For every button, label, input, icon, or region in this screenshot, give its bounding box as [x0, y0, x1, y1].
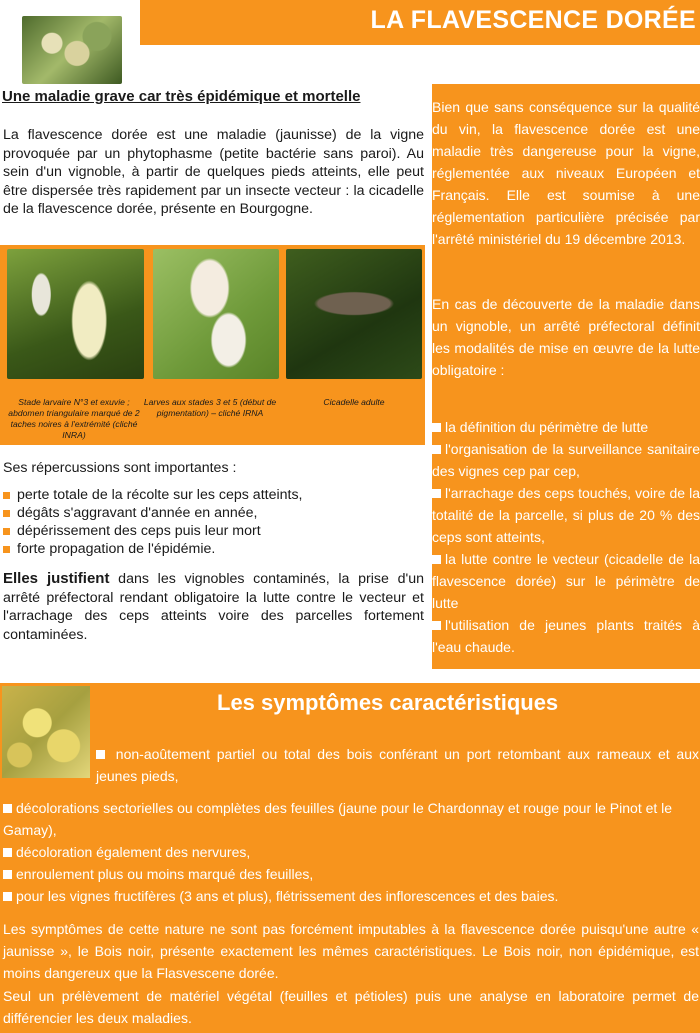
list-item: dégâts s'aggravant d'année en année,: [3, 504, 423, 522]
bullet-square-icon: [432, 423, 441, 432]
intro-paragraph: La flavescence dorée est une maladie (jaunisse) de la vigne provoquée par un phytophasme (petite bactérie sans paroi). Au sein d'un vignoble, à partir de quelques pieds atteints, elle peut être dispersée très rapidement par un insecte vecteur : la cicadelle de la flavescence dorée, présente en Bourgogne.: [3, 127, 424, 217]
list-item: la définition du périmètre de lutte: [432, 416, 700, 438]
list-item: l'organisation de la surveillance sanitaire des vignes cep par cep,: [432, 441, 700, 479]
larva-photo: [7, 249, 144, 379]
bullet-square-icon: [432, 621, 441, 630]
bullet-square-icon: [3, 546, 10, 553]
bullet-square-icon: [3, 804, 12, 813]
list-item: dépérissement des ceps puis leur mort: [3, 522, 423, 540]
bullet-square-icon: [3, 492, 10, 499]
symptom-item: non-aoûtement partiel ou total des bois conférant un port retombant aux rameaux et aux jeunes pieds,: [96, 746, 700, 784]
bullet-square-icon: [3, 870, 12, 879]
bullet-square-icon: [3, 848, 12, 857]
caption-larvae-stages: Larves aux stades 3 et 5 (début de pigmentation) – cliché IRNA: [143, 397, 277, 418]
prefectoral-paragraph: En cas de découverte de la maladie dans un vignoble, un arrêté préfectoral définit les modalités de mise en œuvre de la lutte obligatoire :: [432, 296, 700, 378]
list-item: l'utilisation de jeunes plants traités à l'eau chaude.: [432, 617, 700, 655]
bullet-square-icon: [3, 510, 10, 517]
repercussions-intro: Ses répercussions sont importantes :: [3, 460, 237, 476]
bullet-square-icon: [432, 445, 441, 454]
section-subtitle: Une maladie grave car très épidémique et mortelle: [2, 88, 361, 105]
bullet-square-icon: [3, 892, 12, 901]
page-title: LA FLAVESCENCE DORÉE: [370, 6, 696, 34]
grape-photo: [22, 16, 122, 84]
bullet-square-icon: [3, 528, 10, 535]
symptoms-list: [3, 797, 699, 907]
measures-list: [432, 416, 700, 658]
list-item: décolorations sectorielles ou complètes des feuilles (jaune pour le Chardonnay et rouge pour le Pinot et le Gamay),: [3, 800, 673, 838]
adult-leafhopper-photo: [286, 249, 422, 379]
justification-lead: Elles justifient: [3, 570, 110, 587]
list-item: la lutte contre le vecteur (cicadelle de la flavescence dorée) sur le périmètre de lutte: [432, 551, 700, 611]
bullet-square-icon: [96, 750, 105, 759]
list-item: enroulement plus ou moins marqué des feuilles,: [3, 863, 699, 885]
justification-paragraph: Elles justifient dans les vignobles contaminés, la prise d'un arrêté préfectoral rendant obligatoire la lutte contre le vecteur et l'arrachage des ceps atteints voire des parcelles fortement contaminées.: [3, 570, 424, 643]
repercussions-list: [3, 486, 423, 558]
caption-adult: Cicadelle adulte: [323, 397, 385, 407]
yellow-leaves-photo: [2, 686, 90, 778]
list-item: pour les vignes fructifères (3 ans et plus), flétrissement des inflorescences et des baies.: [3, 885, 699, 907]
symptoms-title: Les symptômes caractéristiques: [217, 690, 559, 715]
regulation-paragraph: Bien que sans conséquence sur la qualité du vin, la flavescence dorée est une maladie très dangereuse pour la vigne, réglementée aux niveaux Européen et Français. Elle est soumise à une réglementation particulière précisée par l'arrêté ministériel du 19 décembre 2013.: [432, 99, 700, 247]
list-item: l'arrachage des ceps touchés, voire de la totalité de la parcelle, si plus de 20 % des ceps sont atteints,: [432, 485, 700, 545]
list-item: forte propagation de l'épidémie.: [3, 540, 423, 558]
larvae-stages-photo: [153, 249, 279, 379]
bullet-square-icon: [432, 489, 441, 498]
caption-larva: Stade larvaire N°3 et exuvie ; abdomen triangulaire marqué de 2 taches noires à l'extrémité (cliché INRA): [8, 397, 140, 440]
bullet-square-icon: [432, 555, 441, 564]
bois-noir-paragraph: Les symptômes de cette nature ne sont pas forcément imputables à la flavescence dorée puisqu'une autre « jaunisse », le Bois noir, présente exactement les mêmes caractéristiques. Le Bois noir, non épidémique, est moins dangereux que la Flasvescene dorée.: [3, 921, 699, 981]
list-item: perte totale de la récolte sur les ceps atteints,: [3, 486, 423, 504]
lab-analysis-paragraph: Seul un prélèvement de matériel végétal (feuilles et pétioles) puis une analyse en laboratoire permet de différencier les deux maladies.: [3, 988, 699, 1026]
list-item: décoloration également des nervures,: [3, 841, 699, 863]
